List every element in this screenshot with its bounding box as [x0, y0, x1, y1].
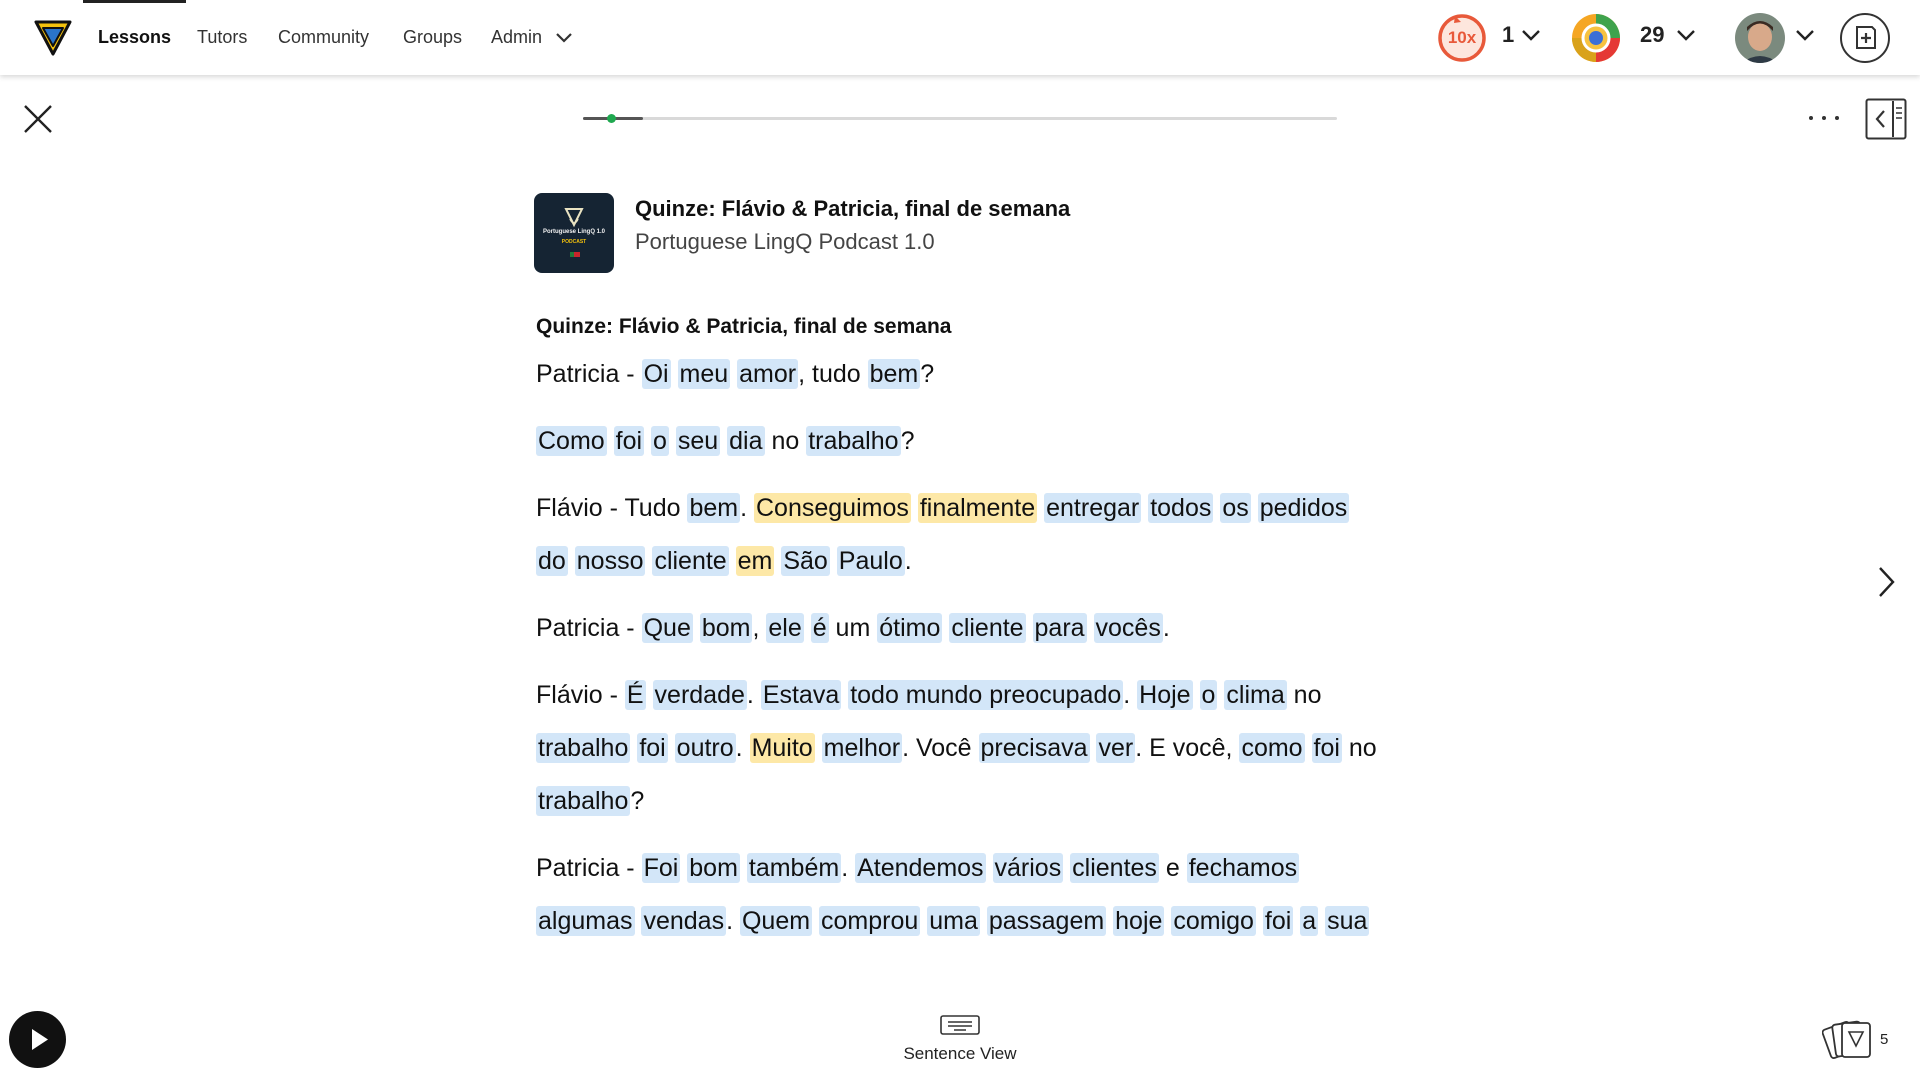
text-fragment: , tudo: [798, 360, 868, 388]
paragraph: [536, 842, 1386, 948]
lingq-word-blue[interactable]: cliente: [654, 547, 727, 575]
lingq-word-blue[interactable]: passagem: [988, 907, 1105, 935]
lingq-word-blue[interactable]: fechamos: [1188, 854, 1298, 882]
text-fragment: e: [1158, 854, 1187, 882]
text-fragment: um: [828, 614, 878, 642]
lingq-word-blue[interactable]: ele: [768, 614, 802, 642]
lingq-word-blue[interactable]: todo mundo preocupado: [850, 681, 1122, 709]
lingq-word-blue[interactable]: amor: [739, 360, 797, 388]
text-fragment: ,: [752, 614, 767, 642]
paragraph: [536, 482, 1386, 588]
user-avatar[interactable]: [1735, 13, 1785, 63]
text-fragment: Patricia -: [536, 854, 642, 882]
text-fragment: ?: [920, 360, 935, 388]
streak-multiplier-text: 10x: [1447, 28, 1477, 47]
lingq-word-blue[interactable]: É: [626, 681, 644, 709]
lingq-word-blue[interactable]: algumas: [538, 907, 633, 935]
text-fragment: [1193, 681, 1200, 709]
portuguese-flag-icon[interactable]: [1571, 13, 1621, 63]
text-fragment: [607, 427, 614, 455]
play-audio-button[interactable]: [9, 1011, 66, 1068]
lingq-word-blue[interactable]: todos: [1150, 494, 1212, 522]
lingq-word-yellow[interactable]: Conseguimos: [756, 494, 909, 522]
lingq-word-blue[interactable]: Atendemos: [857, 854, 984, 882]
chevron-down-icon: [555, 32, 573, 44]
lingq-word-blue[interactable]: clientes: [1072, 854, 1157, 882]
lesson-title: Quinze: Flávio & Patricia, final de semana: [635, 196, 1071, 221]
close-lesson-button[interactable]: [22, 103, 54, 135]
text-fragment: [729, 547, 736, 575]
sidebar-toggle-button[interactable]: [1865, 98, 1907, 140]
lingq-word-blue[interactable]: outro: [676, 734, 734, 762]
lingq-word-blue[interactable]: uma: [929, 907, 978, 935]
lingq-word-blue[interactable]: clima: [1226, 681, 1285, 709]
lingq-word-blue[interactable]: trabalho: [538, 734, 629, 762]
lingq-word-blue[interactable]: verdade: [654, 681, 745, 709]
lingq-word-blue[interactable]: bem: [689, 494, 739, 522]
lingq-word-blue[interactable]: foi: [1264, 907, 1292, 935]
lingq-word-blue[interactable]: seu: [677, 427, 719, 455]
text-fragment: . E você,: [1135, 734, 1240, 762]
lingq-word-blue[interactable]: foi: [639, 734, 666, 762]
text-fragment: .: [740, 494, 754, 522]
lingq-word-blue[interactable]: ver: [1098, 734, 1134, 762]
lingq-word-blue[interactable]: foi: [1313, 734, 1340, 762]
lingq-word-blue[interactable]: precisava: [980, 734, 1088, 762]
lingq-word-blue[interactable]: melhor: [823, 734, 901, 762]
lingq-word-blue[interactable]: meu: [679, 360, 729, 388]
paragraph: [536, 669, 1386, 828]
text-fragment: .: [1123, 681, 1138, 709]
text-fragment: .: [746, 681, 761, 709]
text-fragment: no: [1341, 734, 1377, 762]
expand-sidebar-icon: [1865, 98, 1907, 140]
nav-groups[interactable]: Groups: [403, 27, 463, 47]
lingq-word-blue[interactable]: hoje: [1115, 907, 1163, 935]
language-count: 29: [1640, 22, 1665, 47]
lingq-word-blue[interactable]: bem: [869, 360, 919, 388]
lesson-text: [536, 348, 1386, 948]
nav-admin[interactable]: [491, 0, 573, 75]
text-fragment: .: [735, 734, 750, 762]
lingq-word-yellow[interactable]: finalmente: [919, 494, 1036, 522]
text-fragment: [1026, 614, 1033, 642]
lingq-word-blue[interactable]: como: [1241, 734, 1303, 762]
lingq-word-blue[interactable]: Que: [643, 614, 691, 642]
lingq-word-blue[interactable]: pedidos: [1259, 494, 1348, 522]
text-fragment: [644, 427, 651, 455]
sentence-view-label: Sentence View: [903, 1044, 1017, 1063]
text-fragment: Patricia -: [536, 360, 642, 388]
text-fragment: ?: [630, 787, 645, 815]
text-fragment: [740, 854, 747, 882]
lingq-word-yellow[interactable]: em: [737, 547, 773, 575]
lingq-word-blue[interactable]: do: [538, 547, 566, 575]
cover-subtitle-text: PODCAST: [561, 239, 587, 245]
text-fragment: Flávio -: [536, 681, 625, 709]
next-page-button[interactable]: [1871, 564, 1901, 600]
paragraph: [536, 602, 1386, 655]
add-lesson-icon: [1842, 15, 1888, 61]
text-fragment: no: [764, 427, 807, 455]
text-fragment: [669, 427, 676, 455]
lingq-word-blue[interactable]: cliente: [951, 614, 1024, 642]
text-fragment: .: [841, 854, 856, 882]
close-icon: [22, 103, 54, 135]
lingq-word-blue[interactable]: trabalho: [808, 427, 899, 455]
play-icon: [9, 1011, 66, 1068]
lingq-word-blue[interactable]: dia: [729, 427, 763, 455]
streak-count: 1: [1502, 22, 1515, 47]
lingq-word-blue[interactable]: Paulo: [838, 547, 903, 575]
text-fragment: [693, 614, 700, 642]
nav-tutors[interactable]: Tutors: [197, 27, 248, 47]
lingq-word-blue[interactable]: o: [653, 427, 667, 455]
more-horizontal-icon: [1806, 103, 1842, 133]
text-fragment: no: [1286, 681, 1322, 709]
import-lesson-button[interactable]: [1840, 13, 1890, 63]
text-fragment: [804, 614, 811, 642]
lingq-word-blue[interactable]: Como: [538, 427, 605, 455]
paragraph: [536, 415, 1386, 468]
nav-community[interactable]: Community: [278, 27, 370, 47]
lingq-word-blue[interactable]: o: [1201, 681, 1216, 709]
text-fragment: [1256, 907, 1263, 935]
text-fragment: .: [904, 547, 912, 575]
lingq-word-blue[interactable]: bom: [701, 614, 751, 642]
text-fragment: [1087, 614, 1094, 642]
lingq-word-blue[interactable]: nosso: [576, 547, 644, 575]
text-fragment: .: [1162, 614, 1170, 642]
lingq-word-blue[interactable]: comigo: [1173, 907, 1254, 935]
text-fragment: [1305, 734, 1312, 762]
lingq-word-blue[interactable]: Quem: [741, 907, 811, 935]
text-fragment: [986, 854, 993, 882]
chevron-right-icon: [1871, 564, 1901, 600]
text-fragment: .: [726, 907, 740, 935]
lingq-word-blue[interactable]: Foi: [643, 854, 679, 882]
lesson-progress-bar[interactable]: [583, 117, 1337, 120]
avatar-chevron-down-icon[interactable]: [1795, 29, 1815, 42]
course-title-link[interactable]: Portuguese LingQ Podcast 1.0: [635, 229, 935, 254]
text-fragment: [980, 907, 987, 935]
text-fragment: [815, 734, 822, 762]
paragraph: [536, 348, 1386, 401]
streak-multiplier-badge[interactable]: [1437, 13, 1487, 63]
lingq-word-yellow[interactable]: Muito: [751, 734, 813, 762]
lingq-word-blue[interactable]: a: [1302, 907, 1317, 935]
lingq-word-blue[interactable]: ótimo: [879, 614, 941, 642]
lingq-word-blue[interactable]: entregar: [1046, 494, 1140, 522]
lingq-word-blue[interactable]: vários: [994, 854, 1062, 882]
text-fragment: [830, 547, 837, 575]
lingq-word-blue[interactable]: São: [783, 547, 828, 575]
text-fragment: Patricia -: [536, 614, 642, 642]
lingq-word-blue[interactable]: comprou: [821, 907, 919, 935]
text-fragment: [1251, 494, 1258, 522]
lingq-word-blue[interactable]: Hoje: [1139, 681, 1191, 709]
text-fragment: [812, 907, 819, 935]
course-cover-image[interactable]: [534, 193, 614, 273]
sentence-view-button[interactable]: [890, 1015, 1030, 1065]
lingq-word-blue[interactable]: os: [1222, 494, 1249, 522]
lesson-progress-marker[interactable]: [607, 114, 616, 123]
reader-heading: Quinze: Flávio & Patricia, final de semana: [536, 315, 952, 338]
text-fragment: ?: [900, 427, 915, 455]
lingq-word-blue[interactable]: bom: [689, 854, 738, 882]
lingq-word-blue[interactable]: trabalho: [538, 787, 629, 815]
nav-lessons[interactable]: Lessons: [98, 0, 171, 75]
text-fragment: . Você: [902, 734, 979, 762]
text-fragment: [911, 494, 918, 522]
more-options-button[interactable]: [1806, 103, 1842, 133]
lingq-word-blue[interactable]: vendas: [643, 907, 725, 935]
lingq-logo-icon[interactable]: [33, 16, 73, 58]
text-fragment: [568, 547, 575, 575]
lingq-word-blue[interactable]: sua: [1327, 907, 1368, 935]
lingq-word-blue[interactable]: também: [748, 854, 840, 882]
lingq-word-blue[interactable]: vocês: [1095, 614, 1161, 642]
top-navigation-bar: [0, 0, 1920, 75]
language-chevron-down-icon[interactable]: [1676, 29, 1696, 42]
lesson-reader: [536, 308, 1386, 962]
text-fragment: [671, 360, 678, 388]
cover-title-text: Portuguese LingQ 1.0: [542, 229, 605, 235]
streak-chevron-down-icon[interactable]: [1521, 29, 1541, 42]
lingq-word-blue[interactable]: para: [1034, 614, 1085, 642]
nav-admin-label: Admin: [491, 27, 543, 47]
review-cards-count: 5: [1880, 1031, 1889, 1048]
flashcards-icon: [1822, 1015, 1874, 1061]
lingq-word-blue[interactable]: Oi: [643, 360, 669, 388]
sentence-view-icon: [940, 1015, 980, 1035]
text-fragment: [668, 734, 675, 762]
text-fragment: Flávio - Tudo: [536, 494, 688, 522]
lingq-word-blue[interactable]: é: [812, 614, 827, 642]
lingq-word-blue[interactable]: Estava: [762, 681, 840, 709]
text-fragment: [646, 681, 653, 709]
lingq-word-blue[interactable]: foi: [615, 427, 643, 455]
